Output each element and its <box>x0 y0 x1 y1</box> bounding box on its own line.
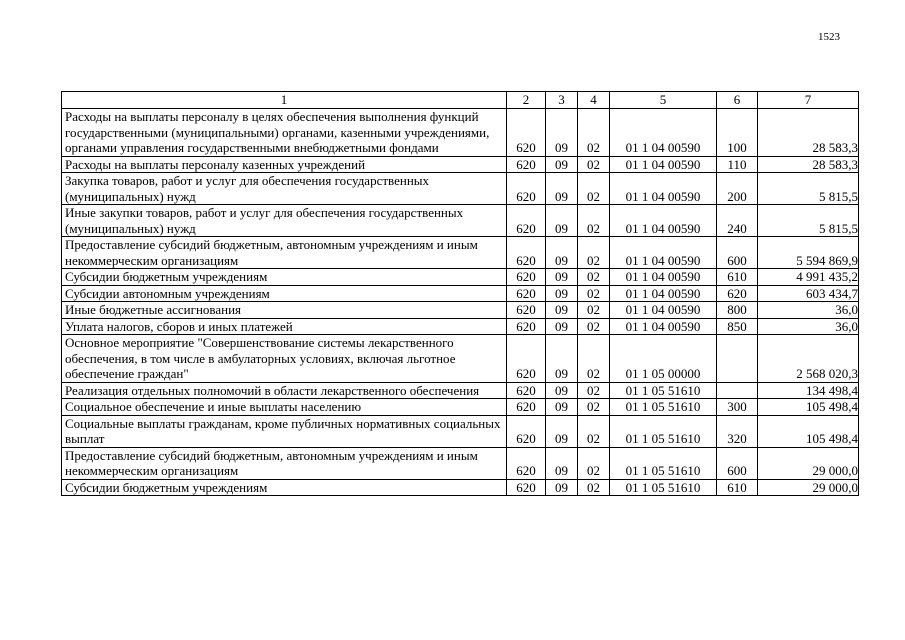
row-ved-cell: 620 <box>507 269 546 286</box>
row-name-cell: Уплата налогов, сборов и иных платежей <box>62 318 507 335</box>
row-ved-cell: 620 <box>507 237 546 269</box>
table-row <box>62 269 859 286</box>
row-csr-cell: 01 1 04 00590 <box>610 318 717 335</box>
table-header-row <box>62 92 859 109</box>
row-name-cell: Социальные выплаты гражданам, кроме публичных нормативных социальных выплат <box>62 415 507 447</box>
row-sum-cell: 105 498,4 <box>758 399 859 416</box>
row-rz-cell: 09 <box>546 318 578 335</box>
header-cell: 7 <box>758 92 859 109</box>
row-vr-cell: 610 <box>717 479 758 496</box>
row-csr-cell: 01 1 04 00590 <box>610 173 717 205</box>
row-ved-cell: 620 <box>507 382 546 399</box>
row-sum-cell: 5 815,5 <box>758 173 859 205</box>
row-vr-cell: 600 <box>717 447 758 479</box>
row-name-cell: Иные закупки товаров, работ и услуг для обеспечения государственных (муниципальных) нужд <box>62 205 507 237</box>
table-row <box>62 205 859 237</box>
row-csr-cell: 01 1 04 00590 <box>610 237 717 269</box>
row-rz-cell: 09 <box>546 156 578 173</box>
row-csr-cell: 01 1 04 00590 <box>610 302 717 319</box>
table-body <box>62 92 859 496</box>
row-ved-cell: 620 <box>507 479 546 496</box>
header-cell: 6 <box>717 92 758 109</box>
table-row <box>62 479 859 496</box>
row-sum-cell: 4 991 435,2 <box>758 269 859 286</box>
row-ved-cell: 620 <box>507 335 546 383</box>
page-number: 1523 <box>818 31 840 43</box>
row-vr-cell: 240 <box>717 205 758 237</box>
row-csr-cell: 01 1 05 51610 <box>610 382 717 399</box>
header-cell: 3 <box>546 92 578 109</box>
row-pr-cell: 02 <box>578 399 610 416</box>
row-name-cell: Расходы на выплаты персоналу казенных учреждений <box>62 156 507 173</box>
row-pr-cell: 02 <box>578 415 610 447</box>
header-cell: 2 <box>507 92 546 109</box>
row-pr-cell: 02 <box>578 382 610 399</box>
row-pr-cell: 02 <box>578 479 610 496</box>
table-row <box>62 302 859 319</box>
row-rz-cell: 09 <box>546 447 578 479</box>
row-ved-cell: 620 <box>507 447 546 479</box>
row-name-cell: Реализация отдельных полномочий в области лекарственного обеспечения <box>62 382 507 399</box>
row-sum-cell: 2 568 020,3 <box>758 335 859 383</box>
row-vr-cell: 100 <box>717 109 758 157</box>
row-name-cell: Субсидии бюджетным учреждениям <box>62 479 507 496</box>
row-sum-cell: 5 815,5 <box>758 205 859 237</box>
row-pr-cell: 02 <box>578 447 610 479</box>
row-csr-cell: 01 1 04 00590 <box>610 156 717 173</box>
row-sum-cell: 36,0 <box>758 318 859 335</box>
table-row <box>62 399 859 416</box>
row-sum-cell: 29 000,0 <box>758 479 859 496</box>
row-pr-cell: 02 <box>578 109 610 157</box>
row-rz-cell: 09 <box>546 109 578 157</box>
row-vr-cell: 300 <box>717 399 758 416</box>
row-name-cell: Основное мероприятие "Совершенствование системы лекарственного обеспечения, в том числе в амбулаторных условиях, включая льготное обеспечение граждан" <box>62 335 507 383</box>
row-vr-cell: 600 <box>717 237 758 269</box>
table-row <box>62 109 859 157</box>
table-row <box>62 447 859 479</box>
row-ved-cell: 620 <box>507 109 546 157</box>
row-ved-cell: 620 <box>507 156 546 173</box>
table-row <box>62 335 859 383</box>
row-pr-cell: 02 <box>578 237 610 269</box>
row-pr-cell: 02 <box>578 302 610 319</box>
row-csr-cell: 01 1 05 00000 <box>610 335 717 383</box>
row-vr-cell: 850 <box>717 318 758 335</box>
row-vr-cell: 800 <box>717 302 758 319</box>
row-csr-cell: 01 1 04 00590 <box>610 285 717 302</box>
row-rz-cell: 09 <box>546 205 578 237</box>
row-rz-cell: 09 <box>546 382 578 399</box>
header-cell: 5 <box>610 92 717 109</box>
row-vr-cell: 610 <box>717 269 758 286</box>
row-rz-cell: 09 <box>546 479 578 496</box>
header-cell: 1 <box>62 92 507 109</box>
row-csr-cell: 01 1 05 51610 <box>610 415 717 447</box>
row-name-cell: Предоставление субсидий бюджетным, автономным учреждениям и иным некоммерческим организациям <box>62 447 507 479</box>
row-ved-cell: 620 <box>507 205 546 237</box>
row-name-cell: Расходы на выплаты персоналу в целях обеспечения выполнения функций государственными (муниципальными) органами, казенными учреждениями, органами управления государственными внебюджетными фондами <box>62 109 507 157</box>
table-row <box>62 382 859 399</box>
table-row <box>62 237 859 269</box>
row-pr-cell: 02 <box>578 285 610 302</box>
row-csr-cell: 01 1 04 00590 <box>610 205 717 237</box>
header-cell: 4 <box>578 92 610 109</box>
row-ved-cell: 620 <box>507 302 546 319</box>
row-csr-cell: 01 1 05 51610 <box>610 399 717 416</box>
row-pr-cell: 02 <box>578 173 610 205</box>
budget-table <box>61 91 859 496</box>
row-rz-cell: 09 <box>546 269 578 286</box>
row-vr-cell: 200 <box>717 173 758 205</box>
row-ved-cell: 620 <box>507 285 546 302</box>
row-name-cell: Предоставление субсидий бюджетным, автономным учреждениям и иным некоммерческим организациям <box>62 237 507 269</box>
row-sum-cell: 134 498,4 <box>758 382 859 399</box>
row-sum-cell: 105 498,4 <box>758 415 859 447</box>
row-name-cell: Иные бюджетные ассигнования <box>62 302 507 319</box>
row-vr-cell <box>717 382 758 399</box>
row-name-cell: Субсидии автономным учреждениям <box>62 285 507 302</box>
row-vr-cell: 320 <box>717 415 758 447</box>
row-rz-cell: 09 <box>546 173 578 205</box>
row-ved-cell: 620 <box>507 415 546 447</box>
row-ved-cell: 620 <box>507 318 546 335</box>
row-vr-cell <box>717 335 758 383</box>
row-rz-cell: 09 <box>546 302 578 319</box>
row-pr-cell: 02 <box>578 205 610 237</box>
row-name-cell: Закупка товаров, работ и услуг для обеспечения государственных (муниципальных) нужд <box>62 173 507 205</box>
row-rz-cell: 09 <box>546 415 578 447</box>
row-ved-cell: 620 <box>507 173 546 205</box>
row-sum-cell: 28 583,3 <box>758 109 859 157</box>
row-csr-cell: 01 1 05 51610 <box>610 479 717 496</box>
row-pr-cell: 02 <box>578 269 610 286</box>
table-row <box>62 285 859 302</box>
row-ved-cell: 620 <box>507 399 546 416</box>
row-pr-cell: 02 <box>578 318 610 335</box>
row-csr-cell: 01 1 05 51610 <box>610 447 717 479</box>
row-rz-cell: 09 <box>546 237 578 269</box>
table-row <box>62 173 859 205</box>
row-sum-cell: 603 434,7 <box>758 285 859 302</box>
row-sum-cell: 5 594 869,9 <box>758 237 859 269</box>
row-csr-cell: 01 1 04 00590 <box>610 109 717 157</box>
row-rz-cell: 09 <box>546 399 578 416</box>
row-csr-cell: 01 1 04 00590 <box>610 269 717 286</box>
row-rz-cell: 09 <box>546 335 578 383</box>
table-row <box>62 156 859 173</box>
row-name-cell: Субсидии бюджетным учреждениям <box>62 269 507 286</box>
table-row <box>62 318 859 335</box>
row-name-cell: Социальное обеспечение и иные выплаты населению <box>62 399 507 416</box>
row-sum-cell: 28 583,3 <box>758 156 859 173</box>
row-pr-cell: 02 <box>578 156 610 173</box>
row-vr-cell: 620 <box>717 285 758 302</box>
row-sum-cell: 29 000,0 <box>758 447 859 479</box>
row-sum-cell: 36,0 <box>758 302 859 319</box>
row-vr-cell: 110 <box>717 156 758 173</box>
table-row <box>62 415 859 447</box>
row-pr-cell: 02 <box>578 335 610 383</box>
row-rz-cell: 09 <box>546 285 578 302</box>
